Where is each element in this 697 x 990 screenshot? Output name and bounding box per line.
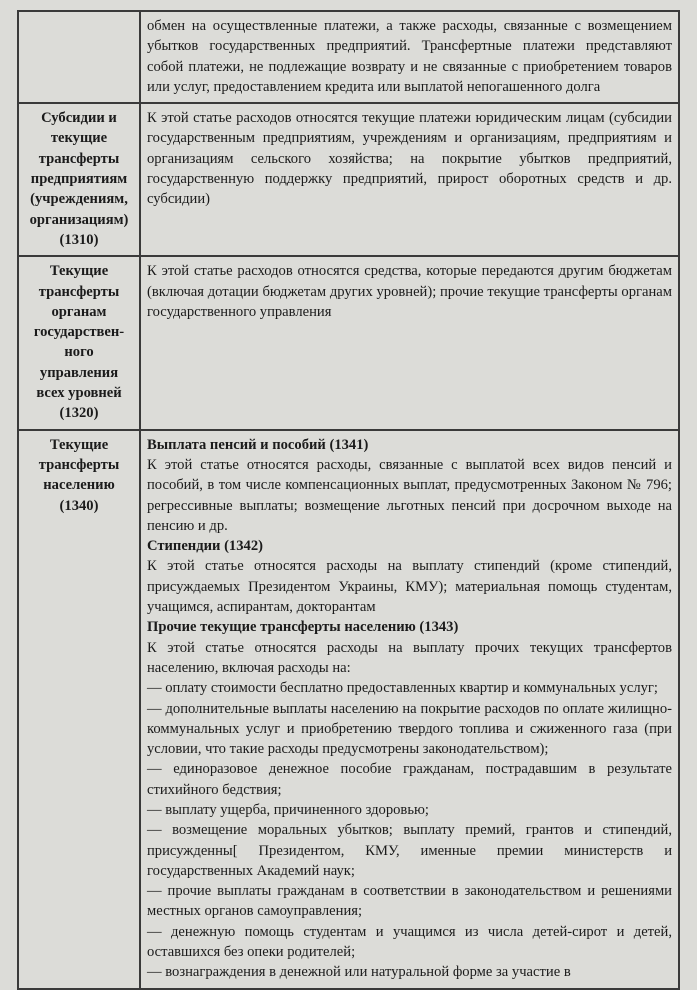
section-title: Прочие текущие трансферты населению (1343) (147, 619, 459, 636)
table-row (18, 103, 679, 256)
list-item: — дополнительные выплаты населению на покрытие расходов по оплате жилищно-коммунальных услуг и приобретению твердого топлива и сжиженного газа (при условии, что такие расходы предусмотрены законодательством); (147, 700, 672, 758)
row-header: Текущие трансферты органам государствен-ного управления всех уровней (1320) (18, 256, 140, 429)
row-header (18, 11, 140, 103)
list-item: — оплату стоимости бесплатно предоставленных квартир и коммунальных услуг; (147, 680, 658, 697)
row-header: Субсидии и текущие трансферты предприятиям (учреждениям, организациям) (1310) (18, 103, 140, 256)
row-description: К этой статье расходов относятся текущие платежи юридическим лицам (субсидии государственным предприятиям, учреждениям и организациям, предприятиям и организациям сельского хозяйства; на покрытие убытков предприятий, государственную поддержку предприятий, прирост оборотных средств и др. субсидии) (140, 103, 679, 256)
row-description: обмен на осуществленные платежи, а также расходы, связанные с возмещением убытков государственных предприятий. Трансфертные платежи представляют собой платежи, не подлежащие возврату и не связанные с приобретением товаров или услуг, предоставлением кредита или выплатой непогашенного долга (140, 11, 679, 103)
section-title: Выплата пенсий и пособий (1341) (147, 436, 369, 453)
table-row (18, 430, 679, 989)
table-row (18, 256, 679, 429)
list-item: — вознаграждения в денежной или натуральной форме за участие в (147, 964, 571, 981)
section-text: К этой статье относятся расходы на выплату стипендий (кроме стипендий, присуждаемых Президентом Украины, КМУ); материальная помощь студентам, учащимся, аспирантам, докторантам (147, 558, 672, 616)
row-header: Текущие трансферты населению (1340) (18, 430, 140, 989)
table-row (18, 11, 679, 103)
list-item: — прочие выплаты гражданам в соответствии в законодательством и решениями местных органов самоуправления; (147, 883, 672, 920)
section-text: К этой статье относятся расходы, связанные с выплатой всех видов пенсий и пособий, в том числе компенсационных выплат, предусмотренных Законом № 796; регрессивные выплаты; возмещение льготных пенсий при досрочном выходе на пенсию и др. (147, 456, 672, 534)
list-item: — возмещение моральных убытков; выплату премий, грантов и стипендий, присужденны[ Президентом, КМУ, именные премии министерств и государственных Академий наук; (147, 822, 672, 879)
row-description (140, 430, 679, 989)
list-item: — выплату ущерба, причиненного здоровью; (147, 801, 429, 818)
budget-classification-table (17, 10, 680, 990)
list-item: — единоразовое денежное пособие гражданам, пострадавшим в результате стихийного бедствия; (147, 761, 672, 798)
section-title: Стипендии (1342) (147, 538, 263, 555)
section-text: К этой статье относятся расходы на выплату прочих текущих трансфертов населению, включая расходы на: (147, 639, 672, 676)
list-item: — денежную помощь студентам и учащимся из числа детей-сирот и детей, оставшихся без опеки родителей; (147, 923, 672, 961)
row-description: К этой статье расходов относятся средства, которые передаются другим бюджетам (включая дотации бюджетам других уровней); прочие текущие трансферты органам государственного управления (140, 256, 679, 429)
